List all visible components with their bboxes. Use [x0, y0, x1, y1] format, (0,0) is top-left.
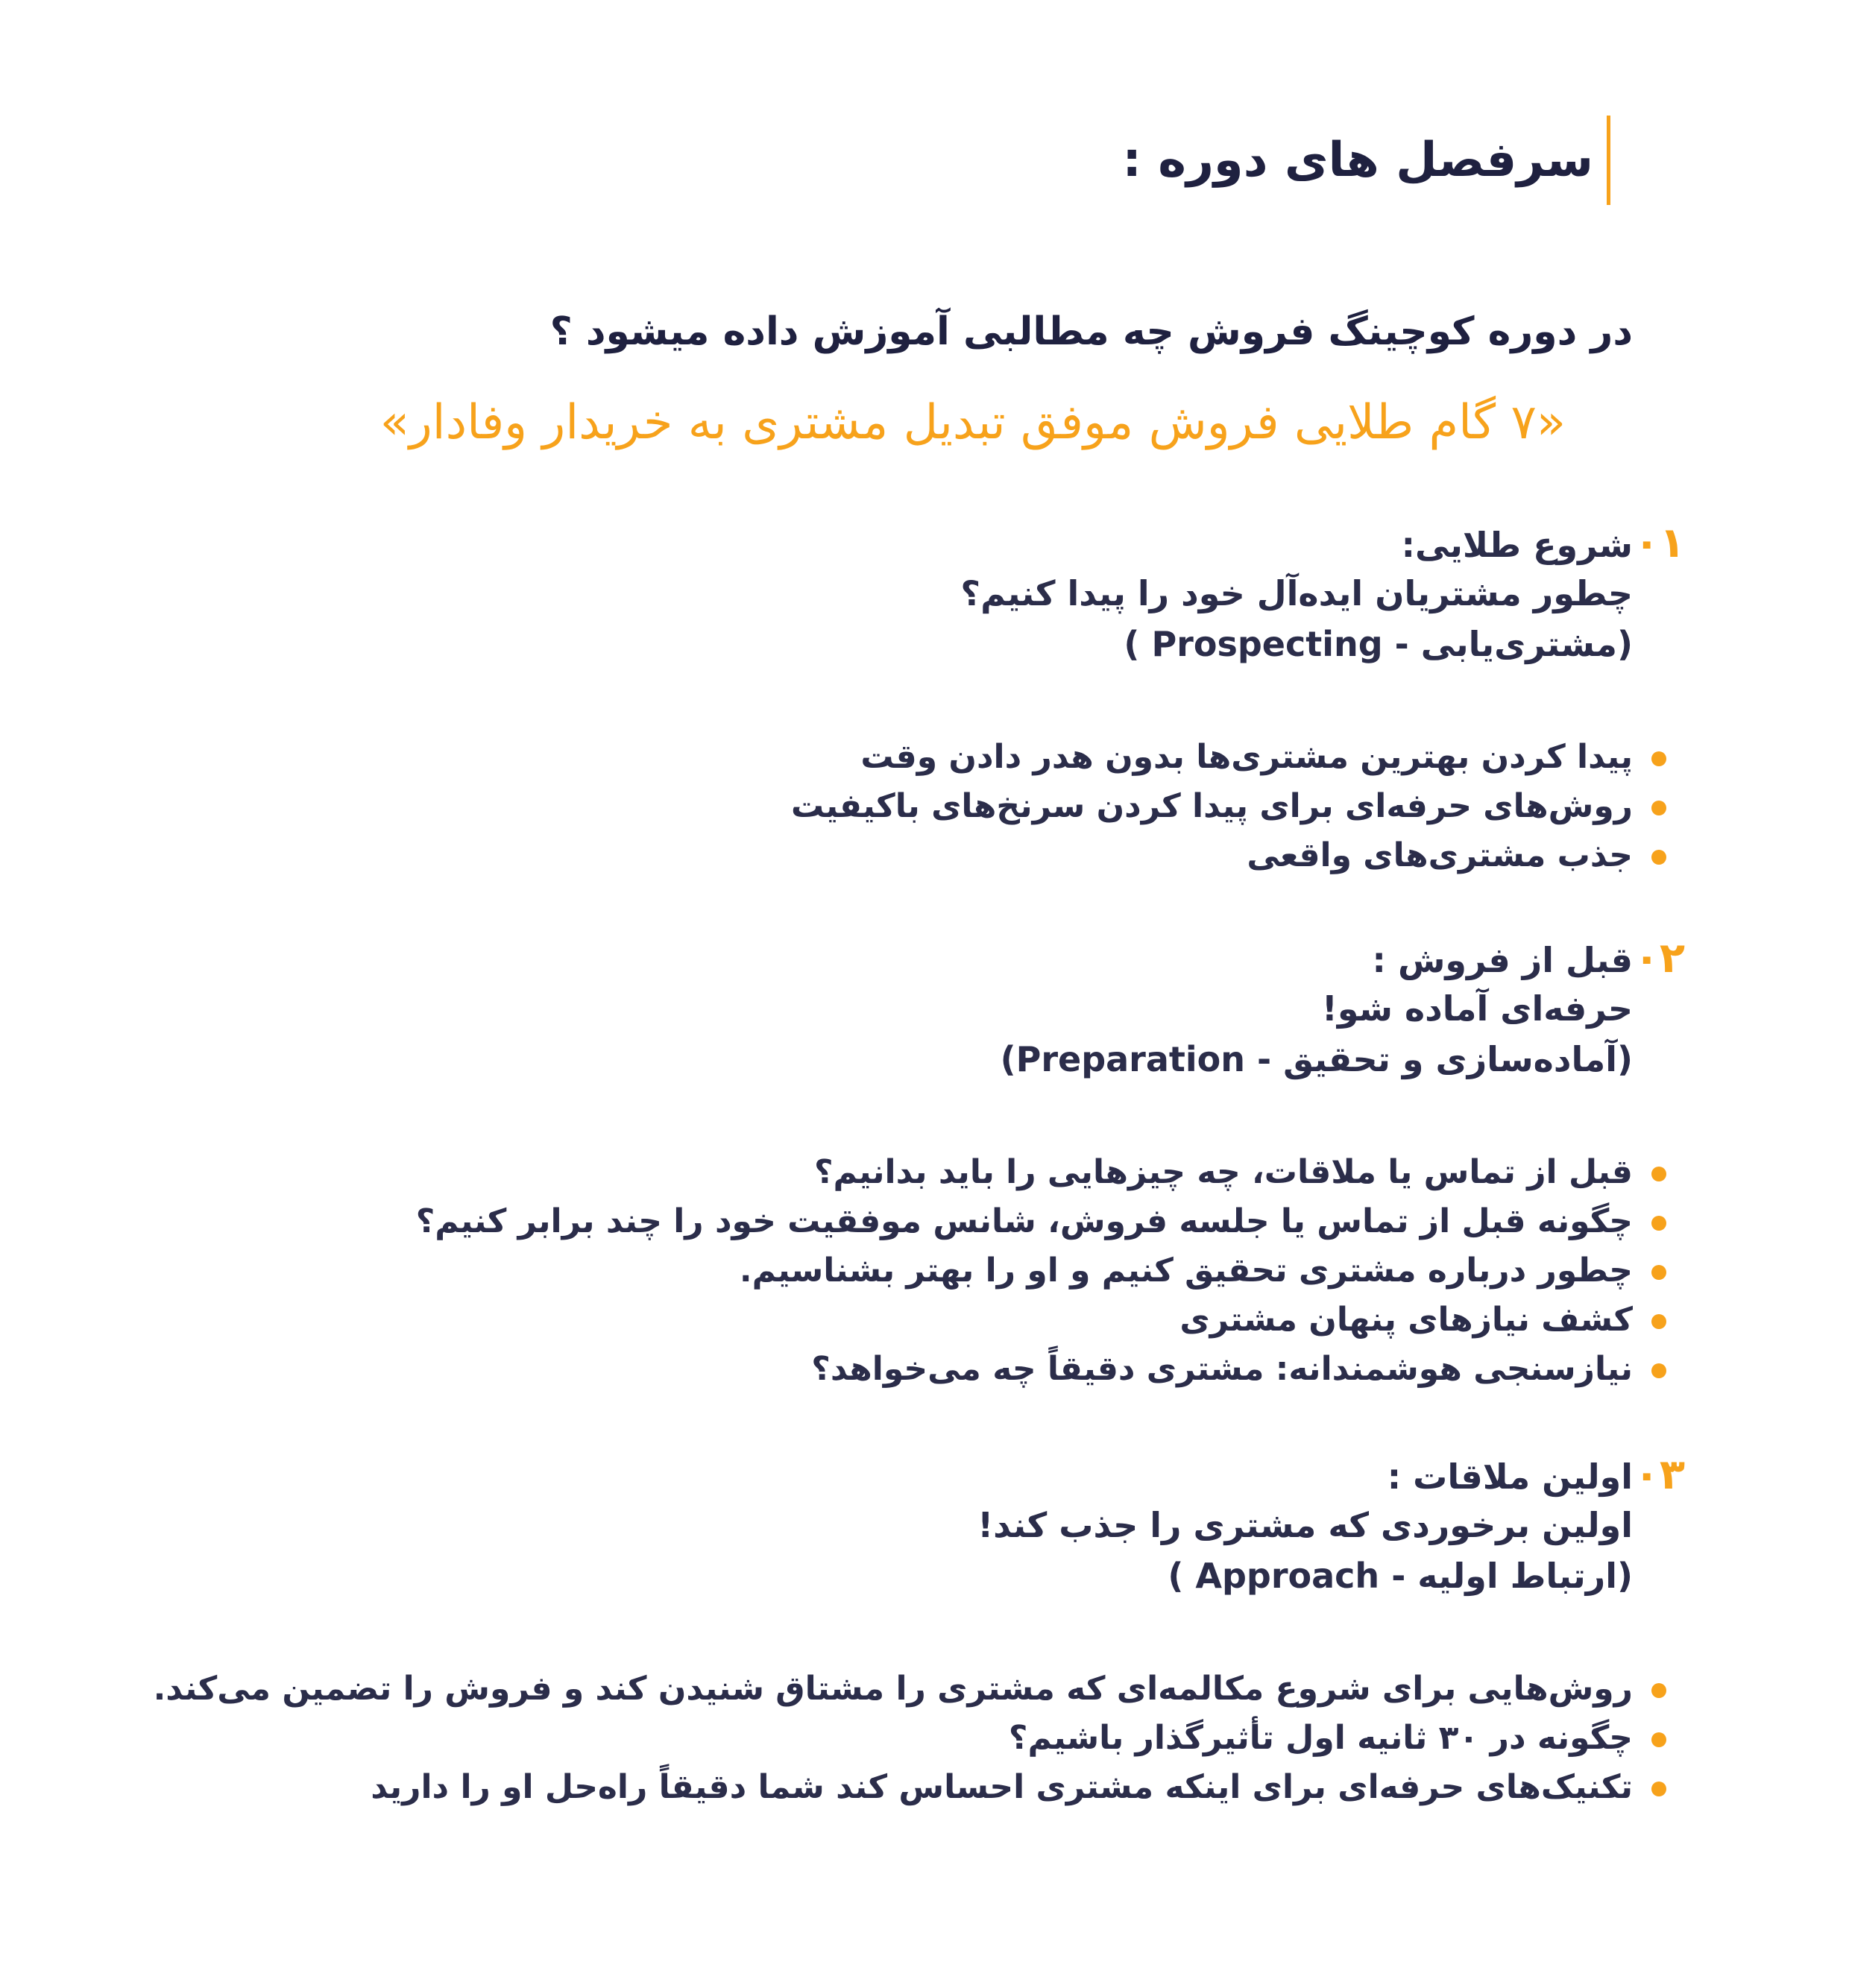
- intro-question: در دوره کوچینگ فروش چه مطالبی آموزش داده میشود ؟: [549, 309, 1633, 354]
- section-header: [119, 519, 1685, 669]
- section-02: [119, 934, 1685, 1394]
- list-item: روش‌هایی برای شروع مکالمه‌ای که مشتری را مشتاق شنیدن کند و فروش را تضمین می‌کند.: [119, 1664, 1633, 1714]
- bullet-dot-icon: [1651, 1265, 1666, 1280]
- section-term: (مشتری‌یابی - Prospecting ): [1124, 624, 1633, 664]
- list-item: نیازسنجی هوشمندانه: مشتری دقیقاً چه می‌خواهد؟: [119, 1345, 1633, 1394]
- section-term: (آماده‌سازی و تحقیق - Preparation): [1000, 1039, 1633, 1079]
- list-item: روش‌های حرفه‌ای برای پیدا کردن سرنخ‌های باکیفیت: [119, 782, 1633, 831]
- bullet-dot-icon: [1651, 1167, 1666, 1181]
- bullet-dot-icon: [1651, 751, 1666, 766]
- list-item: چگونه قبل از تماس یا جلسه فروش، شانس موفقیت خود را چند برابر کنیم؟: [119, 1197, 1633, 1246]
- section-subtitle: چطور مشتریان ایده‌آل خود را پیدا کنیم؟: [960, 573, 1633, 613]
- section-header: [119, 1451, 1685, 1601]
- bullet-dot-icon: [1651, 1363, 1666, 1378]
- section-bullet-list: [119, 733, 1685, 880]
- list-item: قبل از تماس یا ملاقات، چه چیزهایی را باید بدانیم؟: [119, 1148, 1633, 1197]
- bullet-dot-icon: [1651, 1732, 1666, 1747]
- bullet-dot-icon: [1651, 850, 1666, 865]
- section-bullet-list: [119, 1148, 1685, 1394]
- section-03: [119, 1451, 1685, 1812]
- section-number: ۰۱: [1634, 519, 1685, 567]
- list-item: کشف نیازهای پنهان مشتری: [119, 1296, 1633, 1345]
- page-title-block: [1122, 116, 1610, 205]
- bullet-dot-icon: [1651, 1216, 1666, 1231]
- list-item: تکنیک‌های حرفه‌ای برای اینکه مشتری احساس کند شما دقیقاً راه‌حل او را دارید: [119, 1763, 1633, 1812]
- section-01: [119, 519, 1685, 880]
- course-headline: «۷ گام طلایی فروش موفق تبدیل مشتری به خریدار وفادار»: [379, 395, 1566, 450]
- section-term: (ارتباط اولیه - Approach ): [1168, 1556, 1633, 1596]
- section-number: ۰۲: [1634, 934, 1685, 982]
- section-bullet-list: [119, 1664, 1685, 1812]
- list-item: پیدا کردن بهترین مشتری‌ها بدون هدر دادن وقت: [119, 733, 1633, 782]
- bullet-dot-icon: [1651, 1683, 1666, 1698]
- bullet-dot-icon: [1651, 1782, 1666, 1796]
- bullet-dot-icon: [1651, 801, 1666, 815]
- section-title: شروع طلایی:: [1401, 525, 1633, 565]
- bullet-dot-icon: [1651, 1314, 1666, 1329]
- page-title: سرفصل های دوره :: [1122, 133, 1593, 188]
- list-item: چگونه در ۳۰ ثانیه اول تأثیرگذار باشیم؟: [119, 1714, 1633, 1763]
- section-subtitle: اولین برخوردی که مشتری را جذب کند!: [977, 1505, 1633, 1545]
- section-header: [119, 934, 1685, 1085]
- section-title: قبل از فروش :: [1372, 940, 1633, 980]
- list-item: چطور درباره مشتری تحقیق کنیم و او را بهتر بشناسیم.: [119, 1246, 1633, 1296]
- section-title: اولین ملاقات :: [1387, 1457, 1633, 1497]
- section-subtitle: حرفه‌ای آماده شو!: [1321, 988, 1633, 1029]
- list-item: جذب مشتری‌های واقعی: [119, 831, 1633, 880]
- section-number: ۰۳: [1634, 1451, 1685, 1499]
